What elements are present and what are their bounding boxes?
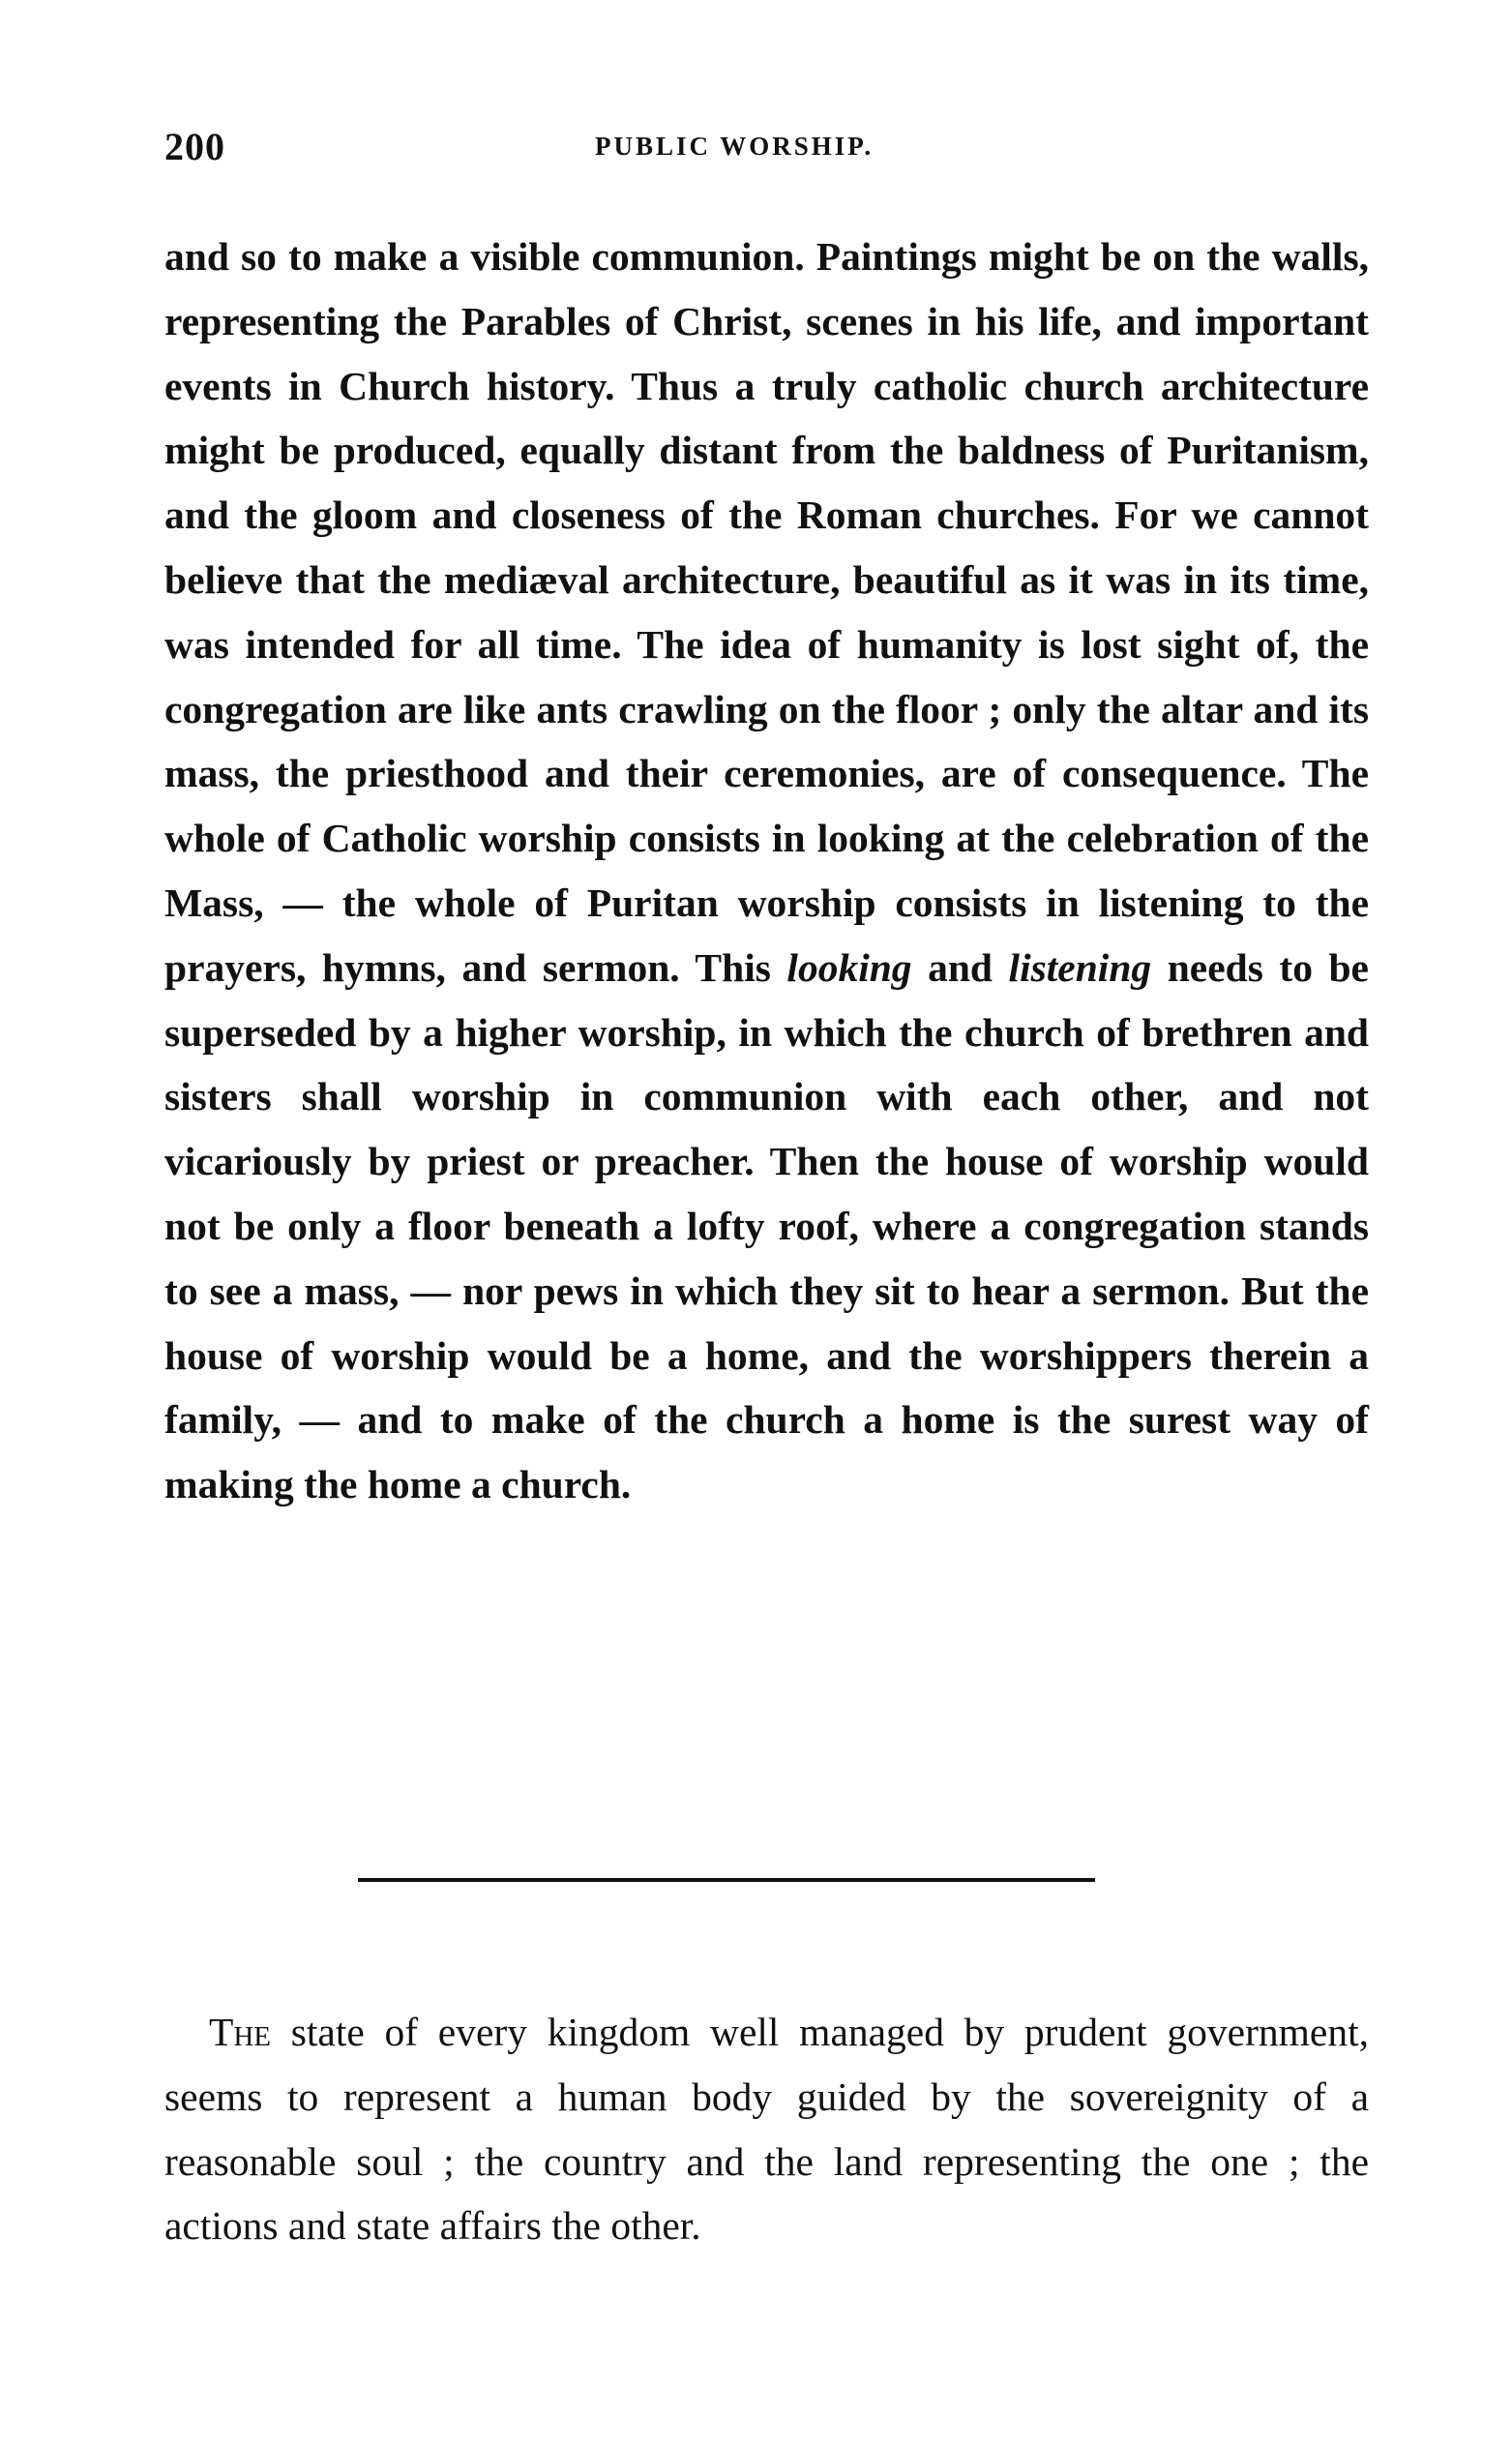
page-number: 200: [164, 125, 225, 168]
body-text-part-3: needs to be superseded by a higher worship, in which the church of brethren and sisters shall worship in communion with each other, and not vicariously by priest or preacher. Then the house of worship would not be only a floor beneath a lofty roof, where a congregation stands to see a mass, — nor pews in which they sit to hear a sermon. But the house of worship would be a home, and the worshippers therein a family, — and to make of the church a home is the surest way of making the home a church.: [164, 944, 1369, 1507]
running-head: [164, 124, 1364, 172]
italic-looking: looking: [786, 944, 912, 990]
quote-lead-word: The: [209, 2010, 272, 2054]
body-text-part-2: and: [911, 944, 1009, 990]
quote-paragraph: [164, 2000, 1369, 2258]
quote-text-body: state of every kingdom well managed by prudent government, seems to represent a human body guided by the sovereignity of a reasonable soul ; the country and the land representing the one ; the actions and state affairs the other.: [164, 2010, 1369, 2249]
section-divider: [358, 1878, 1095, 1882]
body-text-part-1: and so to make a visible communion. Paintings might be on the walls, representing the Parables of Christ, scenes in his life, and important events in Church history. Thus a truly catholic church architecture might be produced, equally distant from the baldness of Puritanism, and the gloom and closeness of the Roman churches. For we cannot believe that the mediæval architecture, beautiful as it was in its time, was intended for all time. The idea of humanity is lost sight of, the congregation are like ants crawling on the floor ; only the altar and its mass, the priesthood and their ceremonies, are of consequence. The whole of Catholic worship consists in looking at the celebration of the Mass, — the whole of Puritan worship consists in listening to the prayers, hymns, and sermon. This: [164, 234, 1369, 990]
italic-listening: listening: [1008, 944, 1152, 990]
body-paragraph: [164, 224, 1369, 1517]
running-title: PUBLIC WORSHIP.: [595, 132, 875, 161]
